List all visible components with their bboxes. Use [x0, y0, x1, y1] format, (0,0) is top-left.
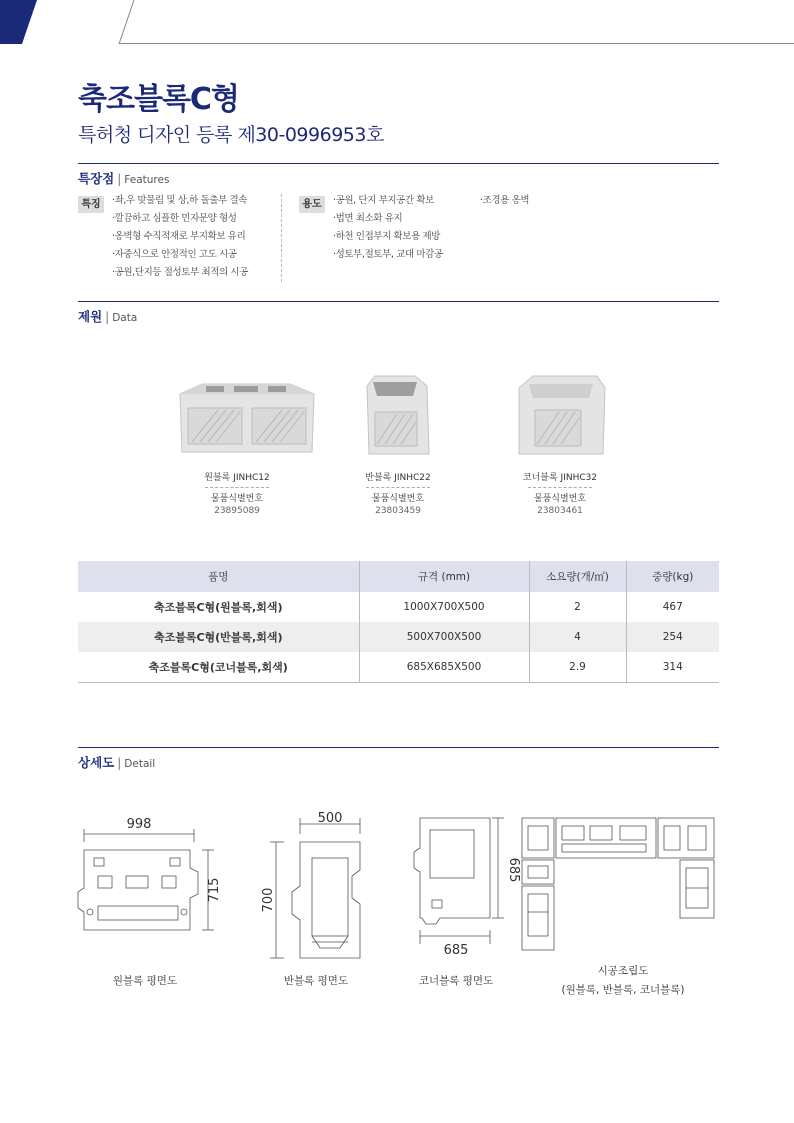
- corner-block-height-dim: 685: [506, 857, 521, 883]
- list-item: ·조경용 옹벽: [480, 195, 530, 206]
- table-header: 규격 (mm): [359, 561, 529, 592]
- assembly-drawing: [516, 812, 720, 962]
- table-cell: 254: [626, 622, 719, 652]
- page-title: 축조블록C형: [78, 82, 239, 117]
- half-block-image: [353, 372, 443, 462]
- table-cell: 2.9: [529, 652, 626, 682]
- assembly-caption-sub: (원블록, 반블록, 코너블록): [561, 984, 685, 996]
- product-code-label: 물품식별번호: [371, 494, 425, 504]
- table-cell: 314: [626, 652, 719, 682]
- table-cell: 1000X700X500: [359, 592, 529, 622]
- corner-block-image: [505, 372, 615, 462]
- tag-usage: 용도: [299, 196, 325, 213]
- spec-table: [78, 561, 719, 683]
- detail-heading-en: Detail: [124, 758, 156, 770]
- full-block-width-dim: 998: [126, 817, 152, 832]
- product-corner-block: [495, 372, 625, 516]
- data-heading: 제원 | Data: [78, 309, 138, 324]
- data-heading-ko: 제원: [78, 309, 103, 324]
- section-rule-data: [78, 301, 719, 302]
- features-heading-en: Features: [124, 174, 170, 186]
- product-full-block: [172, 372, 302, 516]
- full-block-plan-caption: 원블록 평면도: [112, 975, 178, 987]
- features-divider: [281, 194, 282, 282]
- detail-heading: 상세도 | Detail: [78, 755, 156, 770]
- full-block-plan-drawing: [70, 812, 220, 962]
- detail-heading-ko: 상세도: [78, 755, 115, 770]
- product-code-label: 물품식별번호: [210, 494, 264, 504]
- product-name: 반블록 JINHC22: [365, 473, 431, 483]
- product-name: 코너블록 JINHC32: [522, 473, 598, 483]
- table-cell: 4: [529, 622, 626, 652]
- list-item: ·공원,단지등 절성토부 최적의 시공: [112, 267, 248, 278]
- table-row: [78, 622, 719, 652]
- list-item: ·하천 인접부지 확보용 제방: [333, 231, 441, 242]
- list-item: ·자중식으로 안정적인 고도 시공: [112, 249, 237, 260]
- table-cell: 축조블록C형(반블록,회색): [78, 622, 359, 652]
- section-rule-features: [78, 163, 719, 164]
- half-block-plan-drawing: [256, 808, 376, 968]
- list-item: ·법면 최소화 유지: [333, 213, 403, 224]
- usage-list: [333, 192, 443, 264]
- table-header: 소요량(개/㎡): [529, 561, 626, 592]
- full-block-height-dim: 715: [207, 877, 222, 903]
- product-code: 23895089: [214, 506, 260, 516]
- tag-features: 특징: [78, 196, 104, 213]
- table-header: 품명: [78, 561, 359, 592]
- page-subtitle: 특허청 디자인 등록 제30-0996953호: [78, 124, 384, 146]
- list-item: ·옹벽형 수직적재로 부지확보 유리: [112, 231, 246, 242]
- features-heading-ko: 특장점: [78, 171, 115, 186]
- list-item: ·공원, 단지 부지공간 확보: [333, 195, 434, 206]
- table-row: [78, 592, 719, 622]
- table-cell: 500X700X500: [359, 622, 529, 652]
- list-item: ·좌,우 맞물림 및 상,하 돌출부 결속: [112, 195, 248, 206]
- features-list: [112, 192, 248, 282]
- product-name: 원블록 JINHC12: [204, 473, 270, 483]
- list-item: ·깔끔하고 심플한 민자문양 형성: [112, 213, 237, 224]
- section-rule-detail: [78, 747, 719, 748]
- product-code-label: 물품식별번호: [533, 494, 587, 504]
- top-decoration: [0, 0, 794, 44]
- product-half-block: [333, 372, 463, 516]
- assembly-caption: [548, 963, 698, 997]
- half-block-plan-caption: 반블록 평면도: [283, 975, 349, 987]
- table-cell: 축조블록C형(원블록,회색): [78, 592, 359, 622]
- corner-block-plan-drawing: [406, 812, 521, 962]
- table-cell: 축조블록C형(코너블록,회색): [78, 652, 359, 682]
- list-item: ·성토부,절토부, 교대 마감공: [333, 249, 443, 260]
- corner-block-width-dim: 685: [443, 943, 469, 958]
- product-code: 23803459: [375, 506, 421, 516]
- table-header-row: [78, 561, 719, 592]
- assembly-caption-title: 시공조립도: [597, 965, 649, 977]
- half-block-height-dim: 700: [261, 887, 276, 913]
- table-header: 중량(kg): [626, 561, 719, 592]
- full-block-image: [172, 372, 322, 462]
- table-cell: 2: [529, 592, 626, 622]
- table-cell: 467: [662, 601, 683, 613]
- features-heading: 특장점 | Features: [78, 171, 170, 186]
- usage-list-2: [480, 192, 529, 210]
- table-row: [78, 652, 719, 682]
- table-cell: 685X685X500: [359, 652, 529, 682]
- half-block-width-dim: 500: [317, 811, 343, 826]
- corner-block-plan-caption: 코너블록 평면도: [418, 975, 494, 987]
- data-heading-en: Data: [112, 312, 138, 324]
- product-code: 23803461: [537, 506, 583, 516]
